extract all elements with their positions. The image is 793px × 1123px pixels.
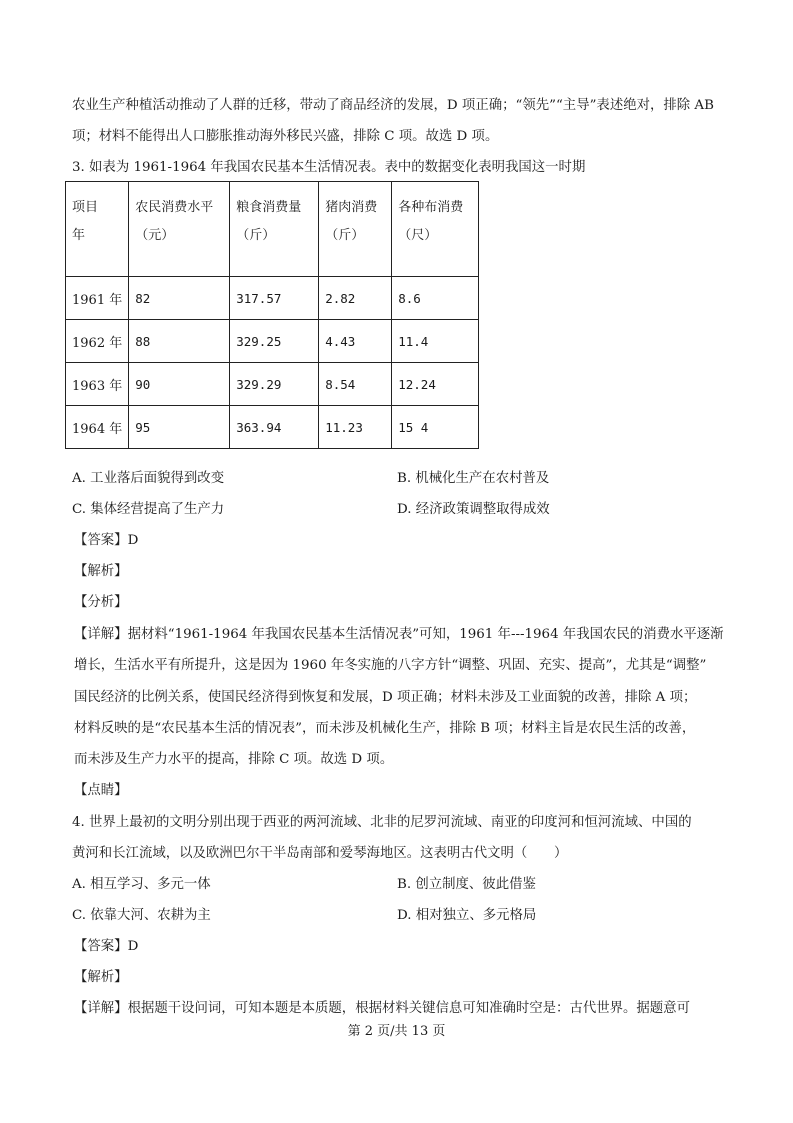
q3-detail-line-5: 而未涉及生产力水平的提高，排除 C 项。故选 D 项。 [74, 752, 394, 767]
cell-value: 15 4 [392, 406, 479, 449]
table-header-row [66, 182, 479, 277]
cell-year: 1963 年 [66, 363, 129, 406]
page-footer: 第 2 页/共 13 页 [347, 1024, 446, 1039]
q3-option-a: A. 工业落后面貌得到改变 [72, 471, 225, 486]
cell-value: 8.54 [319, 363, 392, 406]
q4-answer: 【答案】D [74, 939, 139, 954]
cell-year: 1964 年 [66, 406, 129, 449]
cell-value: 82 [129, 277, 230, 320]
q3-answer: 【答案】D [74, 533, 139, 548]
intro-line-1: 农业生产种植活动推动了人群的迁移，带动了商品经济的发展，D 项正确；“领先”“主导”表述绝对，排除 AB [72, 98, 714, 113]
q3-detail-line-3: 国民经济的比例关系，使国民经济得到恢复和发展，D 项正确；材料未涉及工业面貌的改善，排除 A 项； [74, 690, 697, 705]
q3-detail-line-4: 材料反映的是“农民基本生活的情况表”，而未涉及机械化生产，排除 B 项；材料主旨是农民生活的改善， [74, 721, 696, 736]
q3-option-d: D. 经济政策调整取得成效 [397, 502, 550, 517]
question-3-stem: 3. 如表为 1961-1964 年我国农民基本生活情况表。表中的数据变化表明我国这一时期 [72, 160, 586, 175]
q4-option-a: A. 相互学习、多元一体 [72, 877, 211, 892]
table-row [66, 320, 479, 363]
q3-option-c: C. 集体经营提高了生产力 [72, 502, 225, 517]
header-cloth: 各种布消费 （尺） [392, 182, 479, 277]
q4-detail-line: 【详解】根据题干设问词，可知本题是本质题，根据材料关键信息可知准确时空是：古代世界。据题意可 [74, 1001, 690, 1016]
cell-value: 11.23 [319, 406, 392, 449]
q4-option-c: C. 依靠大河、农耕为主 [72, 908, 211, 923]
cell-value: 4.43 [319, 320, 392, 363]
cell-value: 2.82 [319, 277, 392, 320]
cell-value: 12.24 [392, 363, 479, 406]
q3-dianjing-label: 【点睛】 [74, 783, 128, 798]
question-4-stem-1: 4. 世界上最初的文明分别出现于西亚的两河流域、北非的尼罗河流域、南亚的印度河和恒河流域、中国的 [72, 815, 692, 830]
cell-value: 90 [129, 363, 230, 406]
table-row [66, 406, 479, 449]
q3-option-b: B. 机械化生产在农村普及 [397, 471, 550, 486]
cell-value: 88 [129, 320, 230, 363]
q4-option-d: D. 相对独立、多元格局 [397, 908, 537, 923]
cell-value: 11.4 [392, 320, 479, 363]
cell-value: 329.25 [230, 320, 319, 363]
cell-value: 363.94 [230, 406, 319, 449]
q4-option-b: B. 创立制度、彼此借鉴 [397, 877, 536, 892]
cell-value: 8.6 [392, 277, 479, 320]
cell-value: 317.57 [230, 277, 319, 320]
cell-value: 95 [129, 406, 230, 449]
q3-detail-line-2: 增长，生活水平有所提升，这是因为 1960 年冬实施的八字方针“调整、巩固、充实、提高”，尤其是“调整” [74, 658, 707, 673]
header-consumption-level: 农民消费水平 （元） [129, 182, 230, 277]
farmer-living-table [65, 181, 479, 449]
table-row [66, 363, 479, 406]
header-pork: 猪肉消费 （斤） [319, 182, 392, 277]
cell-year: 1961 年 [66, 277, 129, 320]
question-4-stem-2: 黄河和长江流域，以及欧洲巴尔干半岛南部和爱琴海地区。这表明古代文明（ ） [72, 846, 568, 861]
header-item-year: 项目 年 [66, 182, 129, 277]
cell-value: 329.29 [230, 363, 319, 406]
header-grain: 粮食消费量 （斤） [230, 182, 319, 277]
intro-line-2: 项；材料不能得出人口膨胀推动海外移民兴盛，排除 C 项。故选 D 项。 [72, 129, 499, 144]
q3-analysis-label: 【解析】 [74, 564, 128, 579]
q3-fenxi-label: 【分析】 [74, 595, 128, 610]
table-row [66, 277, 479, 320]
cell-year: 1962 年 [66, 320, 129, 363]
q4-analysis-label: 【解析】 [74, 970, 128, 985]
q3-detail-line-1: 【详解】据材料“1961-1964 年我国农民基本生活情况表”可知，1961 年---1964 年我国农民的消费水平逐渐 [74, 627, 724, 642]
